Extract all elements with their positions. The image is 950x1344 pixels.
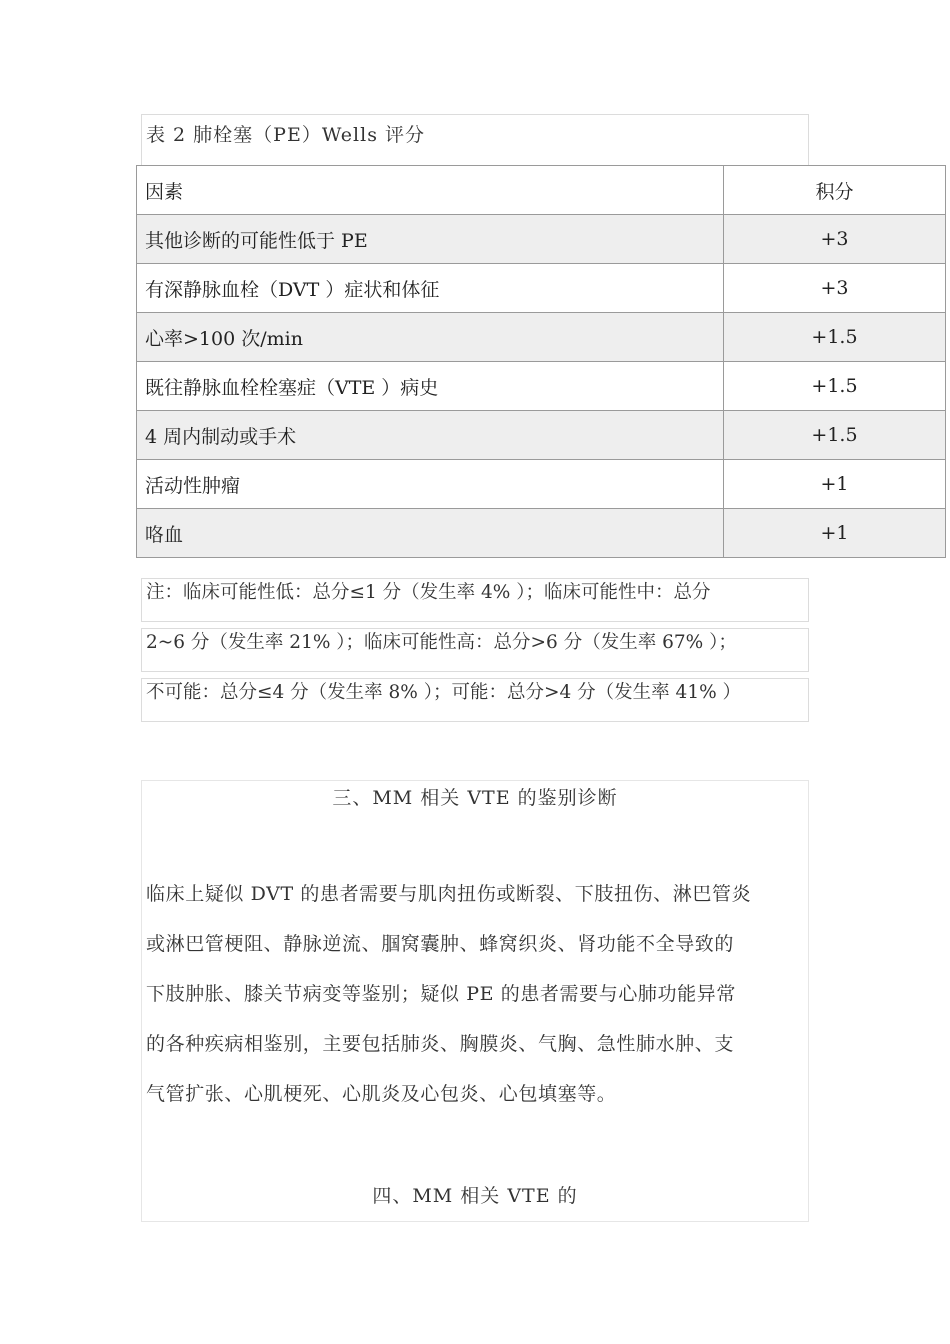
score-cell: +1.5 [724,362,946,411]
table-header-row [137,166,946,215]
table-row [137,264,946,313]
factor-cell: 咯血 [137,509,724,558]
score-cell: +3 [724,215,946,264]
table-note-line: 2~6 分（发生率 21% ）；临床可能性高：总分>6 分（发生率 67% ）； [141,628,809,672]
score-cell: +1 [724,460,946,509]
factor-cell: 既往静脉血栓栓塞症（VTE ）病史 [137,362,724,411]
table-row [137,509,946,558]
table-row [137,313,946,362]
differential-diagnosis-section [141,780,809,1222]
section-4-heading: 四、MM 相关 VTE 的 [372,1185,578,1207]
paragraph-line: 或淋巴管梗阻、静脉逆流、腘窝囊肿、蜂窝织炎、肾功能不全导致的 [146,933,735,955]
factor-cell: 心率>100 次/min [137,313,724,362]
table-row [137,460,946,509]
section-3-heading: 三、MM 相关 VTE 的鉴别诊断 [332,787,618,809]
table-note-line: 注：临床可能性低：总分≤1 分（发生率 4% ）；临床可能性中：总分 [141,578,809,622]
table-caption: 表 2 肺栓塞（PE）Wells 评分 [141,114,809,166]
factor-cell: 其他诊断的可能性低于 PE [137,215,724,264]
table-note-line: 不可能：总分≤4 分（发生率 8% ）；可能：总分>4 分（发生率 41% ） [141,678,809,722]
factor-cell: 4 周内制动或手术 [137,411,724,460]
paragraph-line: 下肢肿胀、膝关节病变等鉴别；疑似 PE 的患者需要与心肺功能异常 [146,983,736,1005]
paragraph-line: 气管扩张、心肌梗死、心肌炎及心包炎、心包填塞等。 [146,1083,617,1105]
paragraph-line: 的各种疾病相鉴别，主要包括肺炎、胸膜炎、气胸、急性肺水肿、支 [146,1033,735,1055]
factor-cell: 活动性肿瘤 [137,460,724,509]
header-factor: 因素 [137,166,724,215]
factor-cell: 有深静脉血栓（DVT ）症状和体征 [137,264,724,313]
table-row [137,215,946,264]
section-3-paragraph [146,882,808,1132]
score-cell: +3 [724,264,946,313]
wells-score-table [136,165,946,558]
score-cell: +1 [724,509,946,558]
score-cell: +1.5 [724,411,946,460]
table-row [137,362,946,411]
table-row [137,411,946,460]
paragraph-line: 临床上疑似 DVT 的患者需要与肌肉扭伤或断裂、下肢扭伤、淋巴管炎 [146,883,752,905]
header-score: 积分 [724,166,946,215]
score-cell: +1.5 [724,313,946,362]
